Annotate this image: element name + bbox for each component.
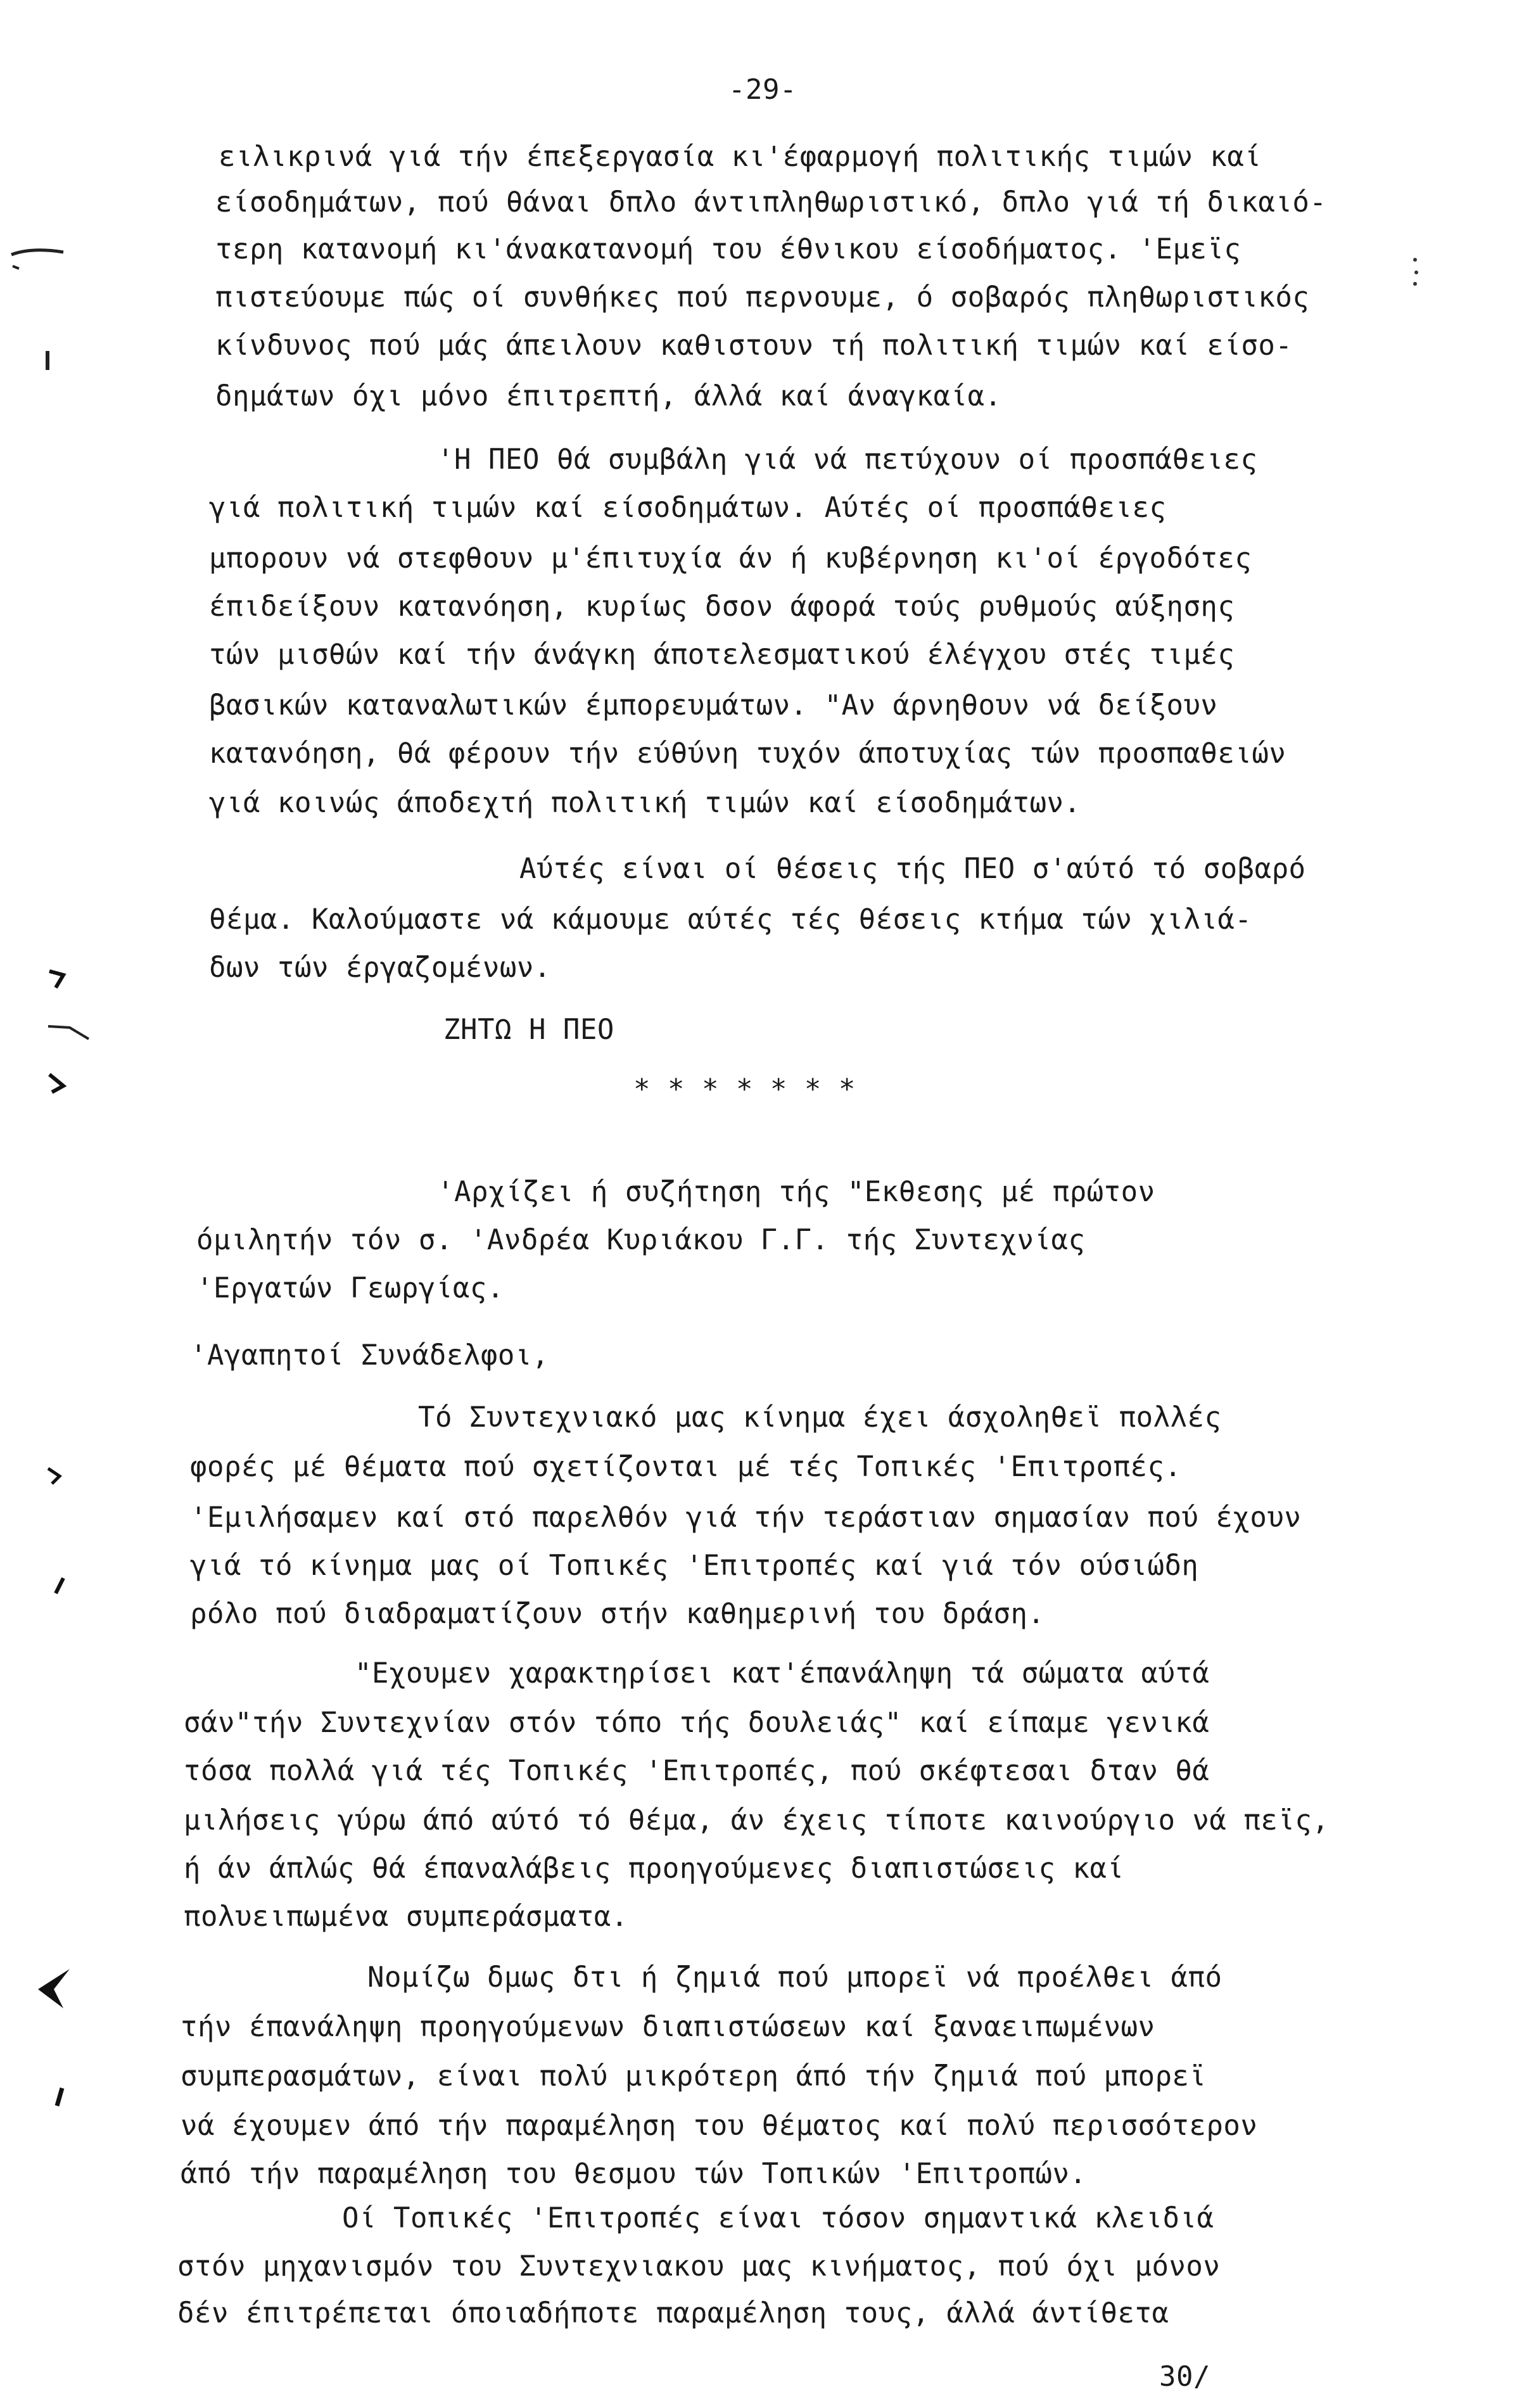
text-line: είσοδημάτων, πού θάναι δπλο άντιπληθωριστικό, δπλο γιά τή δικαιό- xyxy=(215,186,1327,219)
text-line: τήν έπανάληψη προηγούμενων διαπιστώσεων καί ξαναειπωμένων xyxy=(181,2011,1155,2043)
text-line: τών μισθών καί τήν άνάγκη άποτελεσματικού έλέγχου στές τιμές xyxy=(209,639,1235,671)
text-line: σάν"τήν Συντεχνίαν στόν τόπο τής δουλειάς" καί είπαμε γενικά xyxy=(184,1707,1210,1739)
text-line: Οί Τοπικές 'Επιτροπές είναι τόσον σημαντικά κλειδιά xyxy=(342,2202,1214,2234)
scan-mark-icon xyxy=(44,966,70,991)
text-line: κίνδυνος πού μάς άπειλουν καθιστουν τή πολιτική τιμών καί είσο- xyxy=(215,329,1293,362)
text-line: βασικών καταναλωτικών έμπορευμάτων. "Αν άρνηθουν νά δείξουν xyxy=(209,689,1218,722)
text-line: δέν έπιτρέπεται όποιαδήποτε παραμέληση τους, άλλά άντίθετα xyxy=(177,2297,1169,2329)
text-line: "Εχουμεν χαρακτηρίσει κατ'έπανάληψη τά σώματα αύτά xyxy=(355,1657,1210,1690)
text-line: Αύτές είναι οί θέσεις τής ΠΕΟ σ'αύτό τό σοβαρό xyxy=(519,853,1306,885)
scan-mark-icon xyxy=(1406,253,1425,291)
scan-mark-icon xyxy=(51,1574,70,1600)
text-line: στόν μηχανισμόν του Συντεχνιακου μας κινήματος, πού όχι μόνον xyxy=(177,2250,1221,2283)
scan-mark-icon xyxy=(44,1463,63,1489)
text-line: όμιλητήν τόν σ. 'Ανδρέα Κυριάκου Γ.Γ. τής Συντεχνίας xyxy=(196,1224,1086,1256)
text-line: ρόλο πού διαδραματίζουν στήν καθημερινή του δράση. xyxy=(190,1598,1045,1630)
next-page-marker: 30/ xyxy=(1159,2360,1210,2393)
text-line: δων τών έργαζομένων. xyxy=(209,952,551,984)
text-line: 'Εμιλήσαμεν καί στό παρελθόν γιά τήν τεράστιαν σημασίαν πού έχουν xyxy=(190,1501,1302,1534)
scan-mark-icon xyxy=(44,1071,70,1096)
text-line: δημάτων όχι μόνο έπιτρεπτή, άλλά καί άναγκαία. xyxy=(215,380,1002,412)
text-line: ή άν άπλώς θά έπαναλάβεις προηγούμενες διαπιστώσεις καί xyxy=(184,1852,1124,1885)
text-line: κατανόηση, θά φέρουν τήν εύθύνη τυχόν άποτυχίας τών προσπαθειών xyxy=(209,737,1286,770)
text-line: μπορουν νά στεφθουν μ'έπιτυχία άν ή κυβέρνηση κι'οί έργοδότες xyxy=(209,542,1252,575)
salutation: 'Αγαπητοί Συνάδελφοι, xyxy=(190,1339,549,1372)
scan-mark-icon xyxy=(44,1020,95,1045)
text-line: άπό τήν παραμέληση του θεσμου τών Τοπικών 'Επιτροπών. xyxy=(181,2158,1087,2190)
text-line: ειλικρινά γιά τήν έπεξεργασία κι'έφαρμογή πολιτικής τιμών καί xyxy=(219,141,1262,173)
text-line: έπιδείξουν κατανόηση, κυρίως δσον άφορά τούς ρυθμούς αύξησης xyxy=(209,590,1235,623)
text-line: γιά τό κίνημα μας οί Τοπικές 'Επιτροπές καί γιά τόν ούσιώδη xyxy=(190,1550,1199,1582)
text-line: 'Η ΠΕΟ θά συμβάλη γιά νά πετύχουν οί προσπάθειες xyxy=(437,443,1258,476)
text-line: συμπερασμάτων, είναι πολύ μικρότερη άπό τήν ζημιά πού μπορεϊ xyxy=(181,2060,1207,2093)
text-line: φορές μέ θέματα πού σχετίζονται μέ τές Τοπικές 'Επιτροπές. xyxy=(190,1451,1182,1483)
separator: * * * * * * * xyxy=(633,1073,856,1105)
scan-mark-icon xyxy=(25,1964,82,2015)
text-line: θέμα. Καλούμαστε νά κάμουμε αύτές τές θέσεις κτήμα τών χιλιά- xyxy=(209,903,1252,936)
text-line: γιά κοινώς άποδεχτή πολιτική τιμών καί είσοδημάτων. xyxy=(209,787,1081,819)
text-line: πολυειπωμένα συμπεράσματα. xyxy=(184,1901,628,1933)
text-line: 'Αρχίζει ή συζήτηση τής "Εκθεσης μέ πρώτον xyxy=(437,1176,1155,1208)
scan-mark-icon xyxy=(51,2084,70,2110)
text-line: γιά πολιτική τιμών καί είσοδημάτων. Αύτές οί προσπάθειες xyxy=(209,492,1167,524)
text-line: 'Εργατών Γεωργίας. xyxy=(196,1272,504,1304)
text-line: τερη κατανομή κι'άνακατανομή του έθνικου είσοδήματος. 'Εμεϊς xyxy=(215,233,1241,265)
text-line: Τό Συντεχνιακό μας κίνημα έχει άσχοληθεϊ πολλές xyxy=(418,1401,1222,1434)
text-line: μιλήσεις γύρω άπό αύτό τό θέμα, άν έχεις τίποτε καινούργιο νά πεϊς, xyxy=(184,1804,1330,1837)
text-line: Νομίζω δμως δτι ή ζημιά πού μπορεϊ νά προέλθει άπό xyxy=(367,1961,1222,1994)
text-line: πιστεύουμε πώς οί συνθήκες πού περνουμε, ό σοβαρός πληθωριστικός xyxy=(215,281,1310,314)
scan-mark-icon xyxy=(38,348,57,374)
page-number: -29- xyxy=(728,73,797,106)
text-line: νά έχουμεν άπό τήν παραμέληση του θέματος καί πολύ περισσότερον xyxy=(181,2110,1258,2142)
text-line: τόσα πολλά γιά τές Τοπικές 'Επιτροπές, πού σκέφτεσαι δταν θά xyxy=(184,1755,1210,1787)
slogan: ΖΗΤΩ Η ΠΕΟ xyxy=(443,1014,614,1046)
scan-mark-icon xyxy=(0,241,76,279)
